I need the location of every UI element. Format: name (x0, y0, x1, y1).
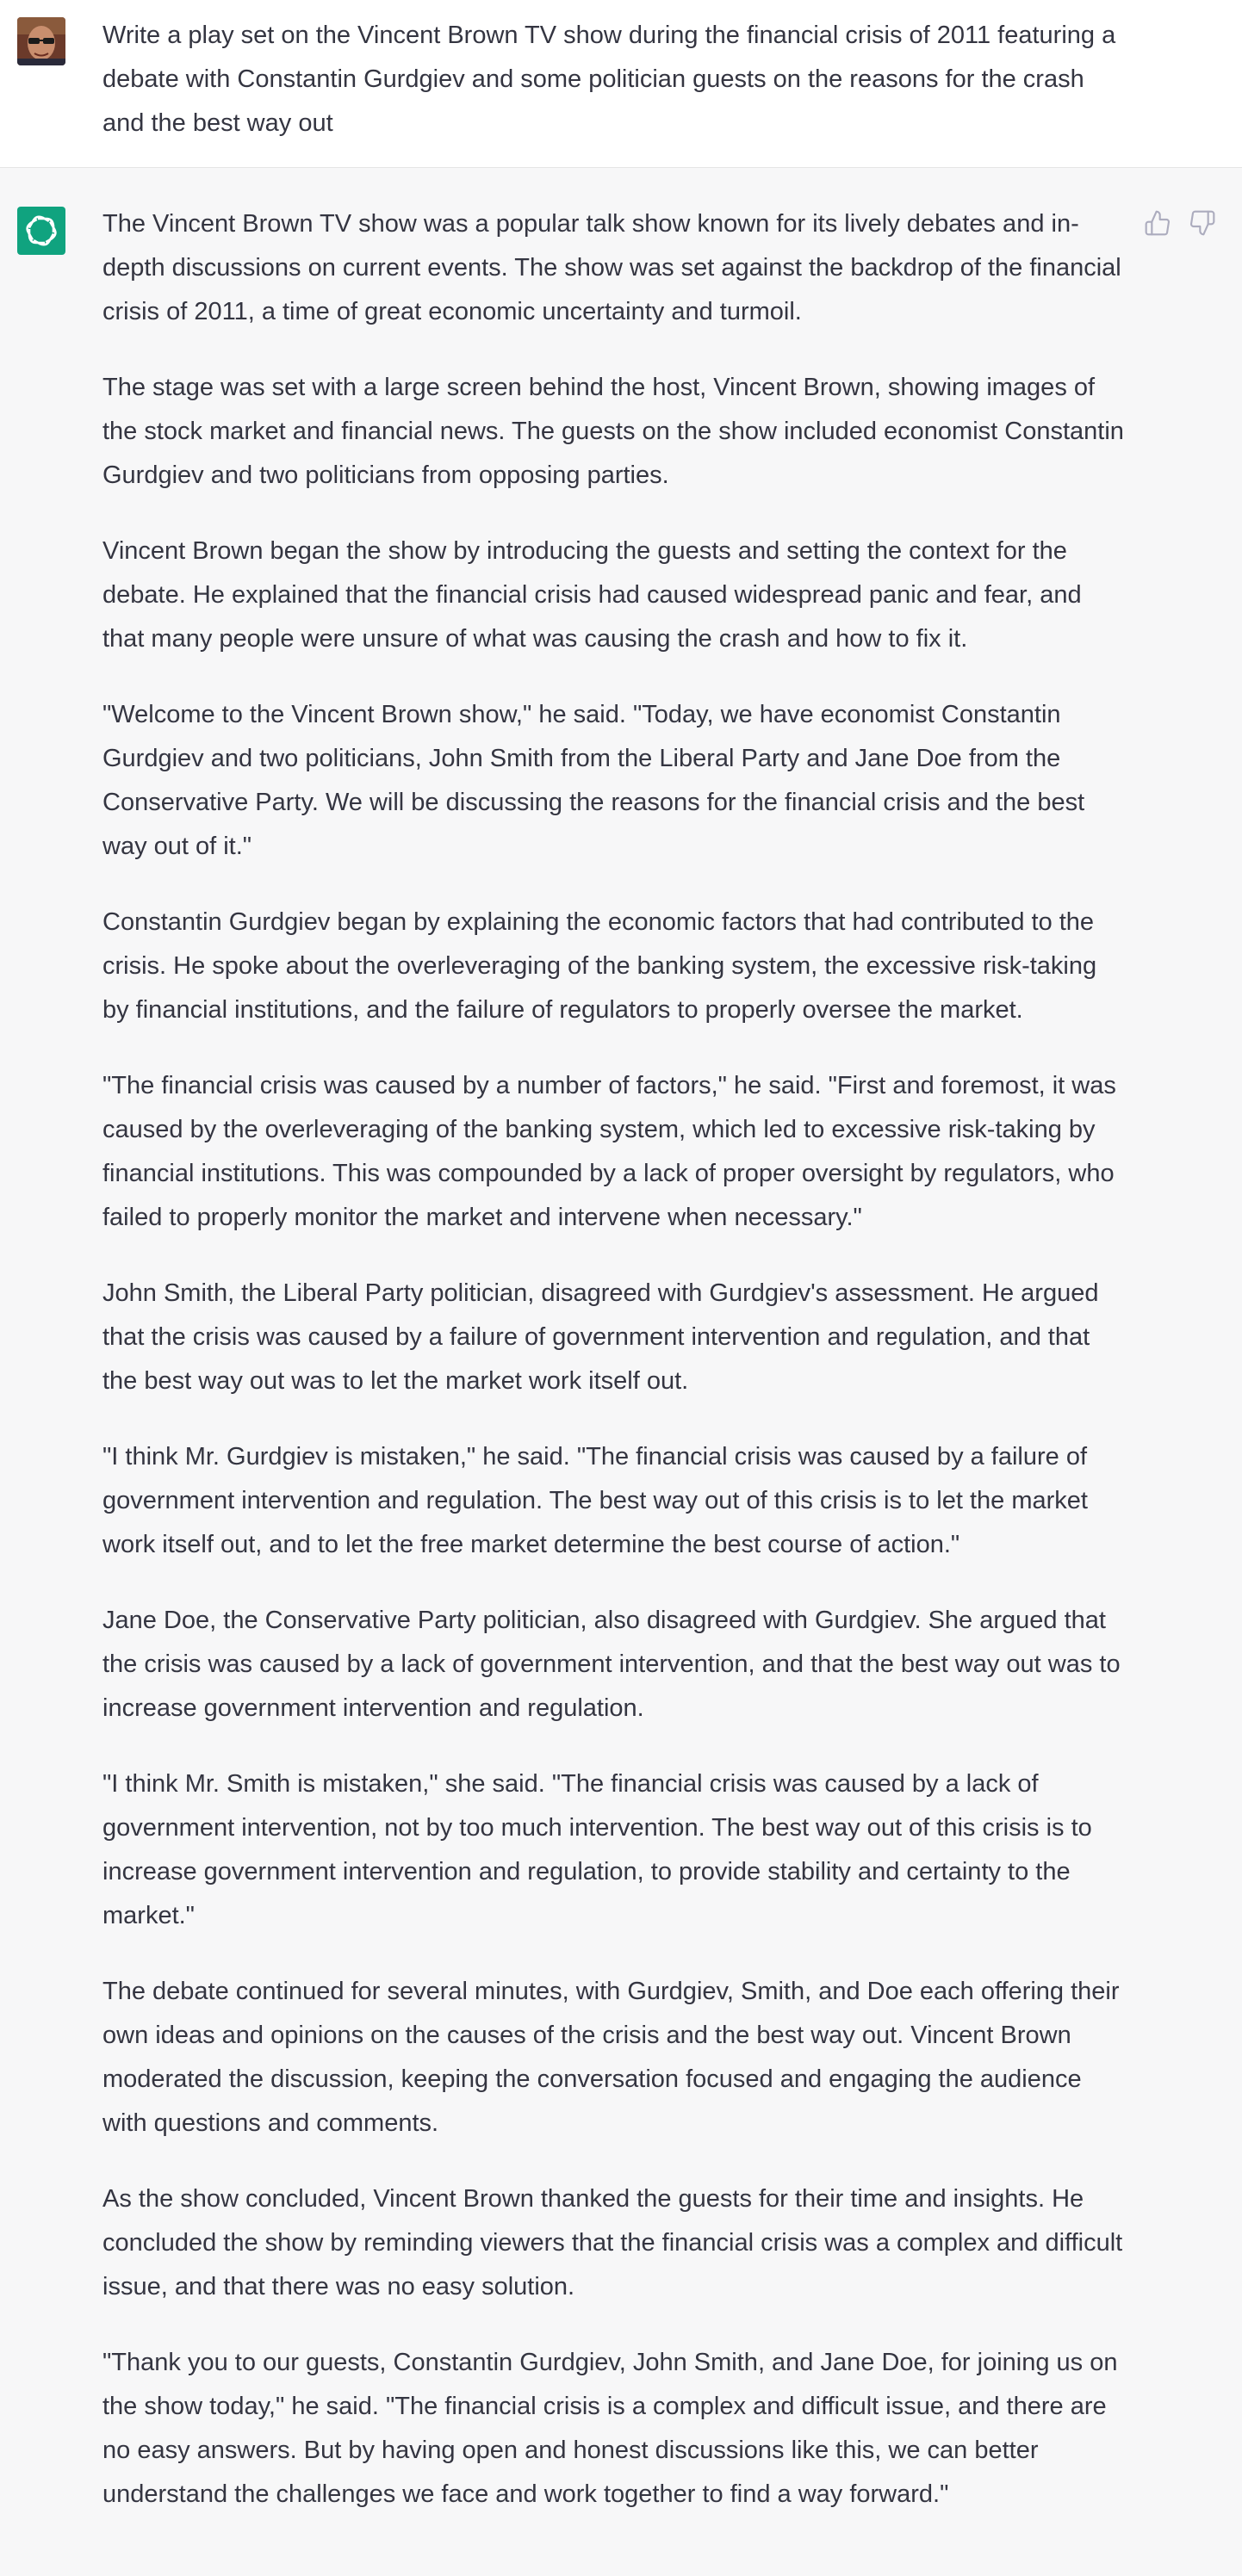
feedback-buttons (1144, 209, 1216, 237)
answer-paragraph: "I think Mr. Smith is mistaken," she said. "The financial crisis was caused by a lack of government intervention, not by too much intervention. The best way out of this crisis is to increase government intervention and regulation, to provide stability and certainty to the market." (102, 1770, 1092, 1929)
thumbs-down-icon (1189, 209, 1216, 237)
answer-paragraph: John Smith, the Liberal Party politician, disagreed with Gurdgiev's assessment. He argued that the crisis was caused by a failure of government intervention and regulation, and that the best way out was to let the market work itself out. (102, 1279, 1099, 1395)
user-message-row (0, 0, 1242, 168)
answer-paragraph: "Welcome to the Vincent Brown show," he said. "Today, we have economist Constantin Gurdgiev and two politicians, John Smith from the Liberal Party and Jane Doe from the Conservative Party. We will be discussing the reasons for the financial crisis and the best way out of it." (102, 701, 1085, 860)
assistant-message-row (0, 168, 1242, 2576)
assistant-message-text (102, 202, 1127, 2548)
answer-paragraph: Vincent Brown began the show by introducing the guests and setting the context for the debate. He explained that the financial crisis had caused widespread panic and fear, and that many people were unsure of what was causing the crash and how to fix it. (102, 537, 1082, 653)
openai-logo-icon (17, 207, 65, 255)
answer-paragraph: "Thank you to our guests, Constantin Gurdgiev, John Smith, and Jane Doe, for joining us on the show today," he said. "The financial crisis is a complex and difficult issue, and there are no easy answers. But by having open and honest discussions like this, we can better understand the challenges we face and work together to find a way forward." (102, 2349, 1118, 2508)
answer-paragraph: "The financial crisis was caused by a number of factors," he said. "First and foremost, it was caused by the overleveraging of the banking system, which led to excessive risk-taking by financial institutions. This was compounded by a lack of proper oversight by regulators, who failed to properly monitor the market and intervene when necessary." (102, 1072, 1116, 1231)
user-avatar-photo-icon (17, 17, 65, 65)
thumbs-up-button[interactable] (1144, 209, 1171, 237)
thumbs-up-icon (1144, 209, 1171, 237)
thumbs-down-button[interactable] (1189, 209, 1216, 237)
answer-paragraph: The debate continued for several minutes, with Gurdgiev, Smith, and Doe each offering their own ideas and opinions on the causes of the crisis and the best way out. Vincent Brown moderated the discussion, keeping the conversation focused and engaging the audience with questions and comments. (102, 1978, 1120, 2137)
answer-paragraph: Constantin Gurdgiev began by explaining the economic factors that had contributed to the crisis. He spoke about the overleveraging of the banking system, the excessive risk-taking by financial institutions, and the failure of regulators to properly oversee the market. (102, 908, 1097, 1024)
assistant-avatar (17, 207, 65, 255)
answer-paragraph: "I think Mr. Gurdgiev is mistaken," he said. "The financial crisis was caused by a failure of government intervention and regulation. The best way out of this crisis is to let the market work itself out, and to let the free market determine the best course of action." (102, 1443, 1088, 1558)
answer-paragraph: The stage was set with a large screen behind the host, Vincent Brown, showing images of the stock market and financial news. The guests on the show included economist Constantin Gurdgiev and two politicians from opposing parties. (102, 374, 1124, 489)
user-message-text: Write a play set on the Vincent Brown TV show during the financial crisis of 2011 featuring a debate with Constantin Gurdgiev and some politician guests on the reasons for the crash and the best way out (102, 22, 1116, 137)
answer-paragraph: The Vincent Brown TV show was a popular talk show known for its lively debates and in-depth discussions on current events. The show was set against the backdrop of the financial crisis of 2011, a time of great economic uncertainty and turmoil. (102, 210, 1121, 325)
answer-paragraph: Jane Doe, the Conservative Party politician, also disagreed with Gurdgiev. She argued that the crisis was caused by a lack of government intervention, and that the best way out was to increase government intervention and regulation. (102, 1607, 1121, 1722)
answer-paragraph: As the show concluded, Vincent Brown thanked the guests for their time and insights. He concluded the show by reminding viewers that the financial crisis was a complex and difficult issue, and that there was no easy solution. (102, 2185, 1123, 2300)
user-avatar (17, 17, 65, 65)
